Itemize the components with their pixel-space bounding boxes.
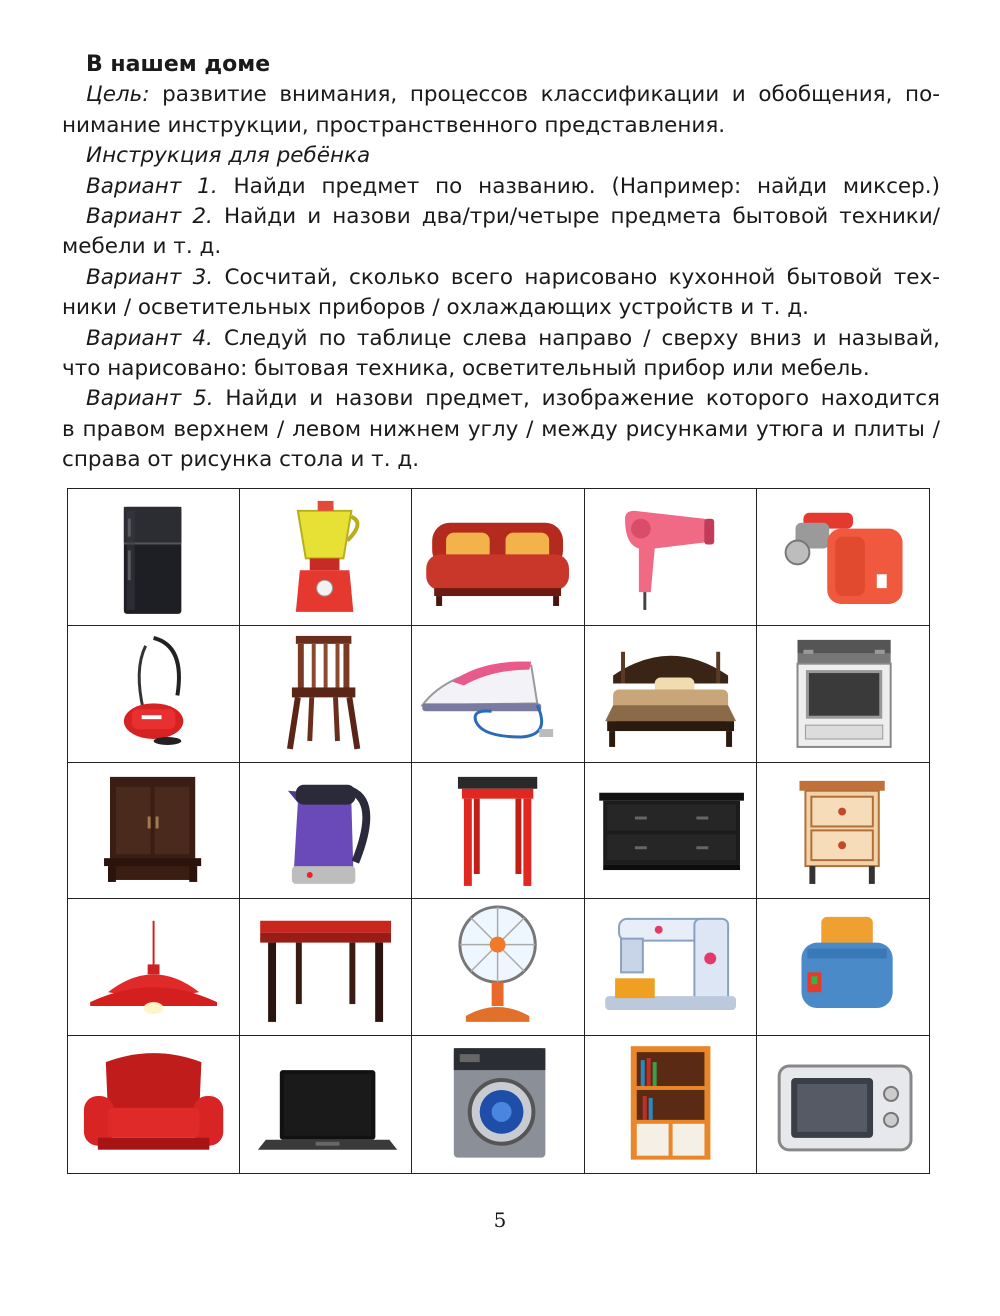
grid-cell[interactable] — [412, 899, 584, 1036]
grid-cell[interactable] — [757, 489, 929, 626]
blender-icon — [240, 489, 411, 625]
grid-cell[interactable] — [240, 489, 412, 626]
toaster-icon — [757, 899, 929, 1035]
grid-cell[interactable] — [585, 1036, 757, 1173]
variant-1-line-1: Вариант 1. Найди предмет по названию. (Например: найди миксер.) — [86, 173, 940, 199]
microwave-icon — [757, 1036, 929, 1173]
desk-fan-icon — [412, 899, 583, 1035]
table-icon — [240, 899, 411, 1035]
grid-cell[interactable] — [757, 763, 929, 900]
page-number: 5 — [493, 1208, 507, 1232]
grid-cell[interactable] — [412, 489, 584, 626]
meat-grinder-icon — [757, 489, 929, 625]
grid-cell[interactable] — [757, 899, 929, 1036]
armchair-icon — [68, 1036, 239, 1173]
grid-cell[interactable] — [412, 763, 584, 900]
goal-line-1 — [62, 80, 940, 110]
variant-2-line-1: Вариант 2. Найди и назови два/три/четыре предмета бытовой техники/ — [86, 203, 940, 229]
variant-4-line-1: Вариант 4. Следуй по таблице слева направо / сверху вниз и называй, — [86, 325, 940, 351]
iron-icon — [412, 626, 583, 762]
variant-3-line-1: Вариант 3. Сосчитай, сколько всего нарисовано кухонной бытовой тех- — [86, 264, 940, 290]
instruction-heading: Инструкция для ребёнка — [86, 143, 371, 169]
grid-cell[interactable] — [757, 626, 929, 763]
goal-label: Цель: — [86, 82, 150, 108]
refrigerator-icon — [68, 489, 239, 625]
variant-2-line-2: мебели и т. д. — [62, 234, 222, 260]
grid-cell[interactable] — [68, 1036, 240, 1173]
page-title: В нашем доме — [86, 52, 271, 77]
grid-cell[interactable] — [240, 763, 412, 900]
nightstand-icon — [757, 763, 929, 899]
grid-cell[interactable] — [68, 626, 240, 763]
stove-icon — [757, 626, 929, 762]
household-items-grid — [67, 488, 930, 1174]
grid-cell[interactable] — [68, 899, 240, 1036]
sewing-machine-icon — [585, 899, 756, 1035]
variant-4-line-2: что нарисовано: бытовая техника, осветительный прибор или мебель. — [62, 355, 870, 381]
chair-icon — [240, 626, 411, 762]
variant-5-line-3: справа от рисунка стола и т. д. — [62, 447, 420, 473]
variant-label: Вариант 1. — [86, 173, 218, 199]
instruction-text-block — [62, 50, 940, 475]
sofa-icon — [412, 489, 583, 625]
grid-cell[interactable] — [585, 763, 757, 900]
grid-cell[interactable] — [68, 763, 240, 900]
grid-cell[interactable] — [240, 626, 412, 763]
grid-cell[interactable] — [757, 1036, 929, 1173]
variant-5-line-2: в правом верхнем / левом нижнем углу / между рисунками утюга и плиты / — [62, 416, 940, 442]
grid-cell[interactable] — [68, 489, 240, 626]
grid-cell[interactable] — [412, 626, 584, 763]
wardrobe-icon — [68, 763, 239, 899]
grid-cell[interactable] — [412, 1036, 584, 1173]
grid-cell[interactable] — [585, 899, 757, 1036]
ceiling-lamp-icon — [68, 899, 239, 1035]
variant-label: Вариант 3. — [86, 264, 214, 290]
grid-cell[interactable] — [240, 1036, 412, 1173]
bed-icon — [585, 626, 756, 762]
variant-label: Вариант 5. — [86, 386, 214, 412]
chest-of-drawers-icon — [585, 763, 756, 899]
hair-dryer-icon — [585, 489, 756, 625]
grid-cell[interactable] — [585, 489, 757, 626]
variant-5-line-1: Вариант 5. Найди и назови предмет, изображение которого находится — [86, 386, 940, 412]
grid-cell[interactable] — [585, 626, 757, 763]
laptop-icon — [240, 1036, 411, 1173]
electric-kettle-icon — [240, 763, 411, 899]
washing-machine-icon — [412, 1036, 583, 1173]
goal-line-2: нимание инструкции, пространственного представления. — [62, 112, 726, 138]
bookcase-icon — [585, 1036, 756, 1173]
variant-label: Вариант 2. — [86, 203, 213, 229]
goal-text-1: развитие внимания, процессов классификации и обобщения, по- — [162, 82, 940, 108]
variant-3-line-2: ники / осветительных приборов / охлаждающих устройств и т. д. — [62, 295, 809, 321]
vacuum-cleaner-icon — [68, 626, 239, 762]
stool-icon — [412, 763, 583, 899]
grid-cell[interactable] — [240, 899, 412, 1036]
variant-label: Вариант 4. — [86, 325, 213, 351]
